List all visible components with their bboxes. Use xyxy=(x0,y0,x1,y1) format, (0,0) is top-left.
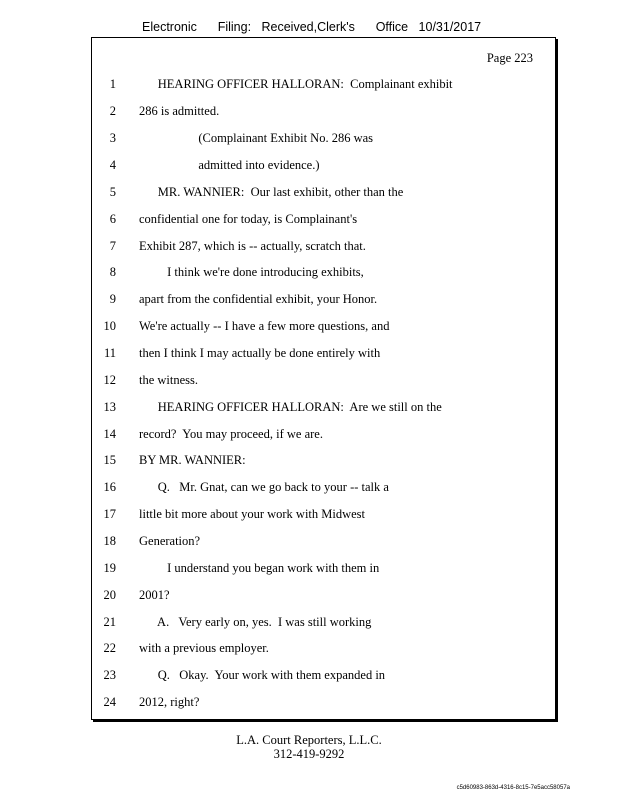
line-number: 7 xyxy=(109,239,116,253)
line-number: 9 xyxy=(109,292,116,306)
line-number: 23 xyxy=(103,668,116,682)
transcript-line xyxy=(92,101,555,121)
line-text: little bit more about your work with Midwest xyxy=(139,507,366,521)
line-number: 19 xyxy=(103,561,116,575)
line-number: 16 xyxy=(103,480,116,494)
transcript-line xyxy=(92,531,555,551)
line-number: 22 xyxy=(103,641,116,655)
transcript-line xyxy=(92,128,555,148)
line-number: 13 xyxy=(103,400,116,414)
line-text: A. Very early on, yes. I was still working xyxy=(139,615,372,629)
page-number: Page 223 xyxy=(486,51,533,65)
transcript-line xyxy=(92,209,555,229)
transcript-line xyxy=(92,343,555,363)
transcript-line xyxy=(92,289,555,309)
line-text: then I think I may actually be done entirely with xyxy=(139,346,381,360)
line-text: HEARING OFFICER HALLORAN: Are we still on the xyxy=(139,400,442,414)
line-text: I think we're done introducing exhibits, xyxy=(139,265,364,279)
transcript-line xyxy=(92,450,555,470)
transcript-line xyxy=(92,585,555,605)
transcript-line xyxy=(92,182,555,202)
line-number: 12 xyxy=(103,373,116,387)
line-text: with a previous employer. xyxy=(139,641,269,655)
line-text: confidential one for today, is Complainant's xyxy=(139,212,358,226)
line-text: record? You may proceed, if we are. xyxy=(139,427,323,441)
line-text: apart from the confidential exhibit, your Honor. xyxy=(139,292,378,306)
line-number: 8 xyxy=(109,265,116,279)
line-number: 10 xyxy=(103,319,116,333)
line-text: 2012, right? xyxy=(139,695,200,709)
line-number: 1 xyxy=(109,77,116,91)
line-text: 286 is admitted. xyxy=(139,104,220,118)
transcript-line xyxy=(92,665,555,685)
transcript-line xyxy=(92,262,555,282)
line-number: 17 xyxy=(103,507,116,521)
transcript-line xyxy=(92,477,555,497)
transcript-line xyxy=(92,424,555,444)
transcript-line xyxy=(92,692,555,712)
line-text: HEARING OFFICER HALLORAN: Complainant exhibit xyxy=(139,77,453,91)
line-number: 14 xyxy=(103,427,116,441)
transcript-line xyxy=(92,397,555,417)
line-text: Generation? xyxy=(139,534,201,548)
transcript-line xyxy=(92,236,555,256)
transcript-line xyxy=(92,558,555,578)
line-text: Exhibit 287, which is -- actually, scratch that. xyxy=(139,239,366,253)
transcript-line xyxy=(92,504,555,524)
line-number: 3 xyxy=(109,131,116,145)
line-number: 2 xyxy=(109,104,116,118)
filing-stamp: Electronic Filing: Received,Clerk's Office 10/31/2017 xyxy=(142,20,482,34)
line-number: 20 xyxy=(103,588,116,602)
transcript-line xyxy=(92,74,555,94)
transcript-page xyxy=(91,37,556,720)
line-text: 2001? xyxy=(139,588,170,602)
transcript-line xyxy=(92,638,555,658)
line-number: 4 xyxy=(109,158,116,172)
document-id: c5d60983-863d-4316-8c15-7e5acc58057a xyxy=(456,785,570,791)
line-text: Q. Okay. Your work with them expanded in xyxy=(139,668,386,682)
line-text: We're actually -- I have a few more questions, and xyxy=(139,319,390,333)
footer-phone: 312-419-9292 xyxy=(273,747,345,761)
line-number: 18 xyxy=(103,534,116,548)
line-text: I understand you began work with them in xyxy=(139,561,380,575)
line-text: Q. Mr. Gnat, can we go back to your -- talk a xyxy=(139,480,389,494)
line-text: (Complainant Exhibit No. 286 was xyxy=(139,131,374,145)
transcript-line xyxy=(92,370,555,390)
line-text: admitted into evidence.) xyxy=(139,158,320,172)
line-text: BY MR. WANNIER: xyxy=(139,453,246,467)
line-number: 6 xyxy=(109,212,116,226)
transcript-line xyxy=(92,612,555,632)
line-number: 15 xyxy=(103,453,116,467)
transcript-line xyxy=(92,155,555,175)
line-number: 11 xyxy=(103,346,116,360)
line-number: 5 xyxy=(109,185,116,199)
line-number: 21 xyxy=(103,615,116,629)
line-text: MR. WANNIER: Our last exhibit, other than the xyxy=(139,185,404,199)
line-text: the witness. xyxy=(139,373,199,387)
footer-company: L.A. Court Reporters, L.L.C. xyxy=(236,733,382,747)
line-number: 24 xyxy=(103,695,116,709)
transcript-line xyxy=(92,316,555,336)
